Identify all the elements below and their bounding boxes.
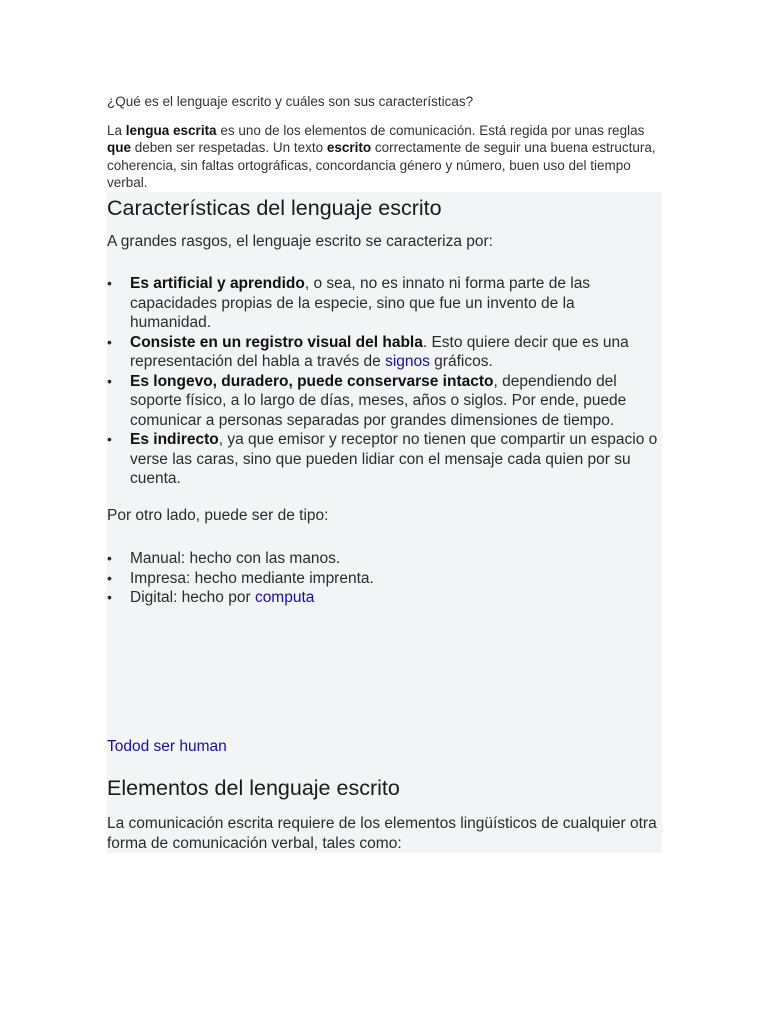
item-text: gráficos. (429, 353, 493, 370)
intro-text: correctamente de seguir una buena estructura, coherencia, sin faltas ortográficas, concordancia género y número, buen uso del tiempo verbal. (107, 140, 656, 190)
footer-link-paragraph (107, 737, 659, 757)
link-computa[interactable]: computa (254, 589, 315, 606)
bullet-icon: • (107, 569, 112, 586)
item-text: Digital: hecho por (130, 589, 255, 606)
bullet-icon: • (107, 372, 112, 389)
intro-paragraph (107, 122, 663, 191)
item-bold: Es longevo, duradero, puede conservarse intacto (130, 372, 494, 390)
list-item (107, 274, 659, 333)
list-item (107, 588, 659, 608)
item-text: , dependiendo del soporte físico, a lo largo de días, meses, años o siglos. Por ende, puede comunicar a personas separadas por grandes dimensiones de tiempo. (130, 372, 627, 429)
list-item (107, 549, 659, 569)
section-title-elementos: Elementos del lenguaje escrito (107, 776, 400, 800)
intro-bold-que: que (107, 140, 132, 156)
item-text: Manual: hecho con las manos. (130, 550, 341, 567)
list-item (107, 430, 659, 489)
item-bold: Es indirecto (130, 431, 219, 448)
item-bold: Es artificial y aprendido (130, 275, 305, 292)
list-item (107, 372, 659, 431)
types-list (107, 549, 659, 608)
bullet-icon: • (107, 431, 112, 447)
elements-lead: La comunicación escrita requiere de los elementos lingüísticos de cualquier otra forma de comunicación verbal, tales como: (107, 815, 657, 852)
bullet-icon: • (107, 550, 112, 566)
item-text: . Esto quiere decir que es una representación del habla a través de (130, 333, 629, 370)
bullet-icon: • (107, 333, 112, 350)
item-text: , ya que emisor y receptor no tienen que compartir un espacio o verse las caras, sino que pueden lidiar con el mensaje cada quien por su cuenta. (130, 431, 658, 487)
link-todod-ser-human[interactable]: Todod ser human (107, 738, 227, 755)
characteristics-lead: A grandes rasgos, el lenguaje escrito se caracteriza por: (107, 233, 493, 250)
link-signos[interactable]: signos (385, 353, 430, 370)
question-heading: ¿Qué es el lenguaje escrito y cuáles son sus características? (107, 94, 474, 109)
types-lead: Por otro lado, puede ser de tipo: (107, 507, 329, 524)
intro-text: deben ser respetadas. Un texto (131, 140, 327, 156)
item-text: Impresa: hecho mediante imprenta. (130, 569, 374, 587)
intro-bold-escrito: escrito (326, 140, 372, 156)
section-title-caracteristicas: Características del lenguaje escrito (107, 196, 442, 220)
intro-text: La (107, 123, 126, 138)
item-bold: Consiste en un registro visual del habla (130, 333, 423, 351)
bullet-icon: • (107, 589, 112, 605)
content-panel (107, 192, 662, 853)
bullet-icon: • (107, 275, 112, 291)
intro-text: es uno de los elementos de comunicación. Está regida por unas reglas (216, 123, 645, 138)
list-item (107, 569, 659, 589)
list-item (107, 333, 659, 372)
characteristics-list (107, 274, 659, 489)
intro-bold-lengua-escrita: lengua escrita (125, 123, 217, 138)
item-text: , o sea, no es innato ni forma parte de las capacidades propias de la especie, sino que fue un invento de la humanidad. (130, 275, 591, 331)
